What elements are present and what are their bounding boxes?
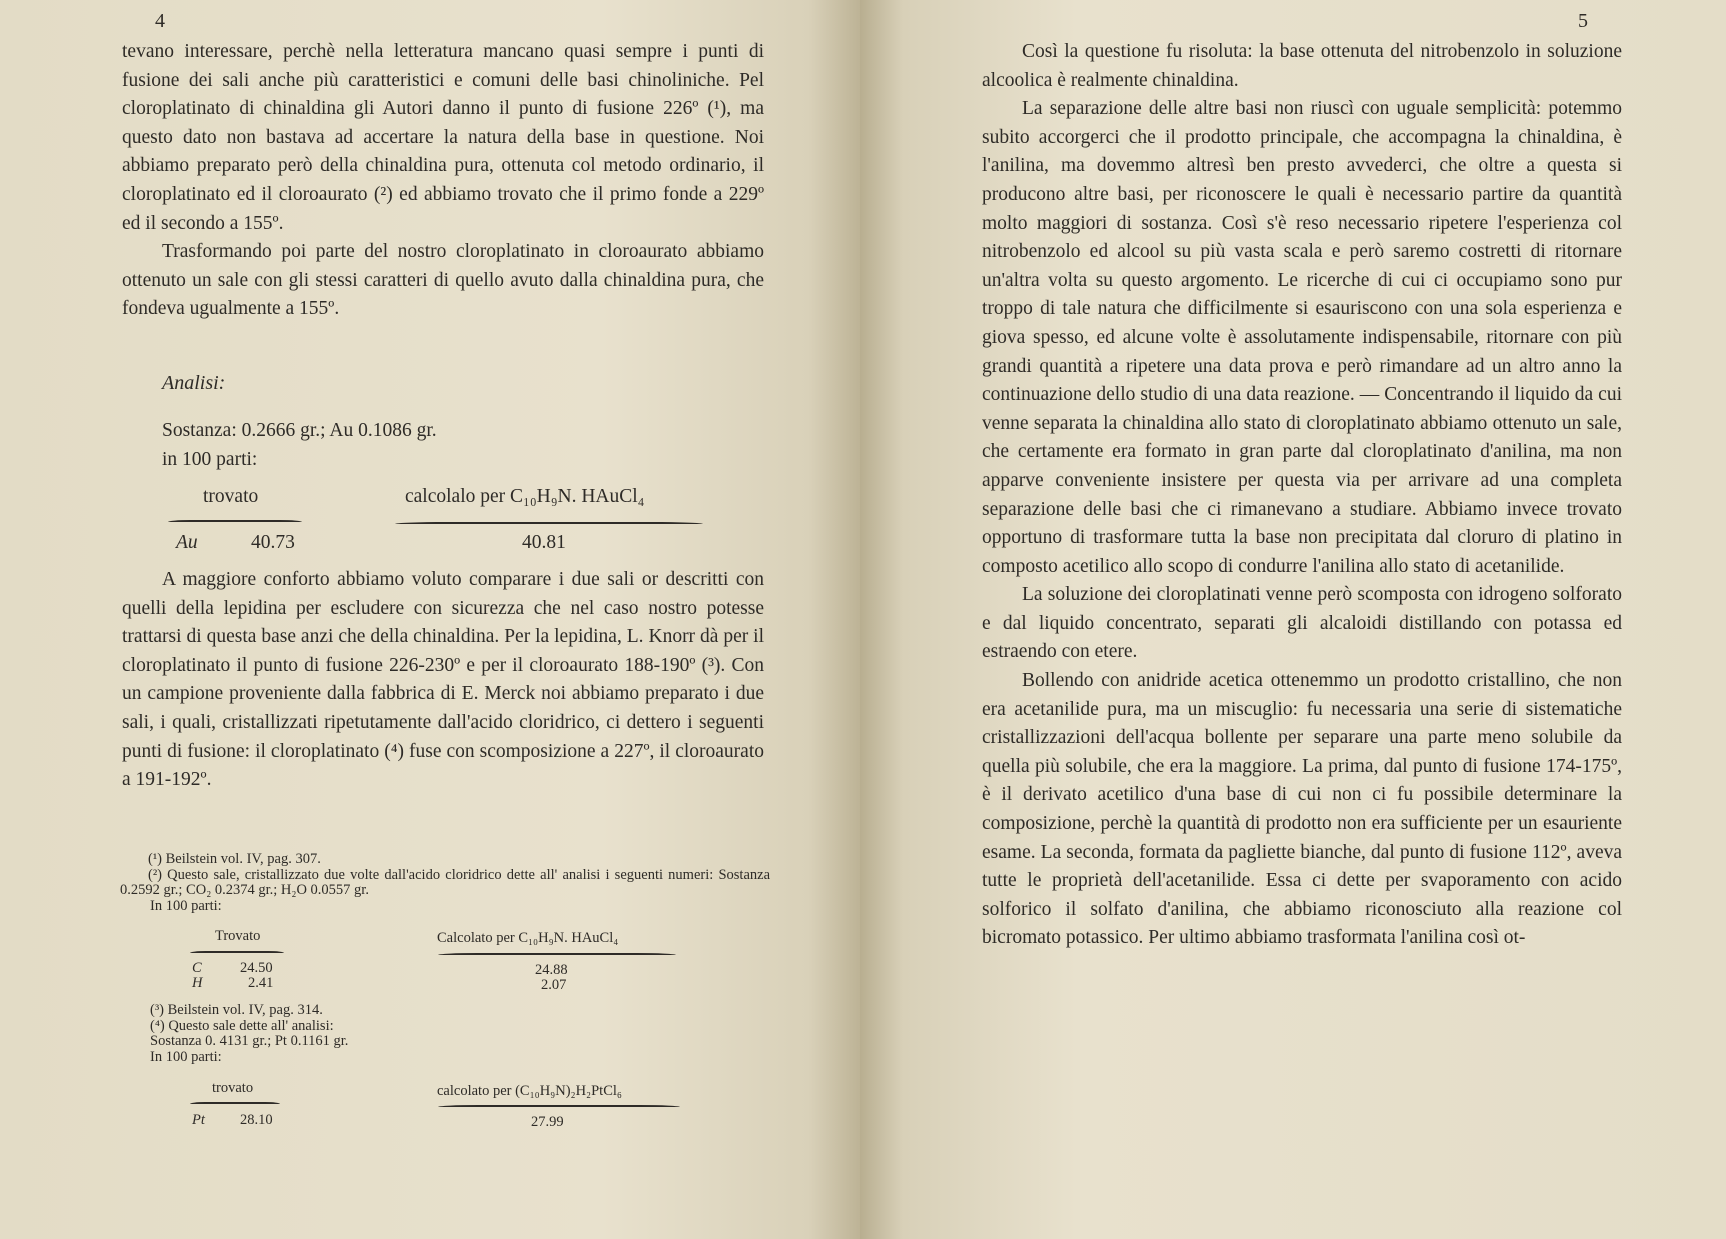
- fn-table-2-row-2-found: 2.41: [248, 975, 274, 991]
- parts-line: in 100 parti:: [162, 449, 258, 470]
- right-paragraph-1: Così la questione fu risoluta: la base ottenuta del nitrobenzolo in soluzione alcoolica è realmente chinaldina.: [982, 41, 1622, 91]
- fn-table-2-header-calc: Calcolato per C₁₀H₉N. HAuCl₄: [437, 930, 619, 946]
- left-paragraph-3: A maggiore conforto abbiamo voluto comparare i due sali or descritti con quelli della lepidina per escludere con sicurezza che nel caso nostro potesse trattarsi di questa base anzi che della chinaldina. Per la lepidina, L. Knorr dà per il cloroplatinato il punto di fusione 226-230º e per il cloroaurato 188-190º (³). Con un campione proveniente dalla fabbrica di E. Merck noi abbiamo preparato i due sali, i quali, cristallizzati ripetutamente dall'acido cloridrico, ci dettero i seguenti punti di fusione: il cloroplatinato (⁴) fuse con scomposizione a 227º, il cloroaurato a 191-192º.: [122, 569, 764, 791]
- sostanza-line: Sostanza: 0.2666 gr.; Au 0.1086 gr.: [162, 420, 437, 441]
- fn-table-3-header-calc: calcolato per (C₁₀H₉N)₂H₂PtCl₆: [437, 1083, 622, 1099]
- fn-table-2-row-2-calc: 2.07: [541, 977, 567, 993]
- footnote-4: (⁴) Questo sale dette all' analisi:: [150, 1017, 334, 1034]
- table-value-calc: 40.81: [522, 532, 566, 553]
- right-paragraph-3: La soluzione dei cloroplatinati venne però scomposta con idrogeno solforato e dal liquido concentrato, separati gli alcaloidi distillando con potassa ed estraendo con etere.: [982, 584, 1622, 663]
- table-header-found: trovato: [203, 486, 259, 507]
- footnote-4-sostanza: Sostanza 0. 4131 gr.; Pt 0.1161 gr.: [150, 1033, 349, 1049]
- footnote-block-2: [120, 1003, 770, 1065]
- table-brace-found: [168, 520, 302, 522]
- page-number-right: 5: [1578, 10, 1588, 32]
- footnote-1: (¹) Beilstein vol. IV, pag. 307.: [148, 851, 321, 867]
- fn-table-2-row-1-label: C: [192, 960, 202, 976]
- fn-table-2-brace-calc: [438, 953, 676, 955]
- left-paragraph-2: Trasformando poi parte del nostro cloroplatinato in cloroaurato abbiamo ottenuto un sale con gli stessi caratteri di quello avuto dalla chinaldina pura, che fondeva ugualmente a 155º.: [122, 241, 764, 320]
- fn-table-3-found: 28.10: [240, 1112, 273, 1128]
- left-paragraph-3-block: [122, 566, 764, 795]
- table-row-label: Au: [176, 532, 198, 553]
- right-page: [860, 0, 1726, 1239]
- footnote-2-parts: In 100 parti:: [150, 897, 222, 914]
- table-value-found: 40.73: [251, 532, 295, 553]
- left-paragraph-1: tevano interessare, perchè nella letteratura mancano quasi sempre i punti di fusione dei sali anche più caratteristici e comuni delle basi chinoliniche. Pel cloroplatinato di chinaldina gli Autori danno il punto di fusione 226º (¹), ma questo dato non bastava ad accertare la natura della base in questione. Noi abbiamo preparato però della chinaldina pura, ottenuta col metodo ordinario, il cloroplatinato ed il cloroaurato (²) ed abbiamo trovato che il primo fonde a 229º ed il secondo a 155º.: [122, 41, 764, 234]
- right-paragraph-2: La separazione delle altre basi non riuscì con uguale semplicità: potemmo subito accorgerci che il prodotto principale, che accompagna la chinaldina, è l'anilina, ma dovemmo altresì ben presto avvederci, che oltre a questa si producono altre basi, per riconoscere le quali è necessario partire da quantità molto maggiori di sostanza. Così s'è reso necessario ripetere l'esperienza col nitrobenzolo ed alcool su più vasta scala e però saremo costretti di ritornare un'altra volta su questo argomento. Le ricerche di cui ci occupiamo sono pur troppo di tale natura che difficilmente si esauriscono con una sola esperienza e giova spesso, ed alcune volte è assolutamente indispensabile, ritornare con più grandi quantità a ripetere una data prova e però rimandare ad un altro anno la continuazione dello studio di una data reazione. — Concentrando il liquido da cui venne separata la chinaldina allo stato di cloroplatinato abbiamo ottenuto un sale, che certamente era formato in gran parte dal cloroplatinato d'anilina, ma non apparve conveniente insistere per questa via per arrivare ad una completa separazione delle basi che ci rimanevano a studiare. Abbiamo invece trovato opportuno di trasformare tutta la base non precipitata dal cloruro di platino in composto acetilico allo scopo di condurre l'anilina allo stato di acetanilide.: [982, 98, 1622, 577]
- right-paragraph-4: Bollendo con anidride acetica ottenemmo un prodotto cristallino, che non era acetanilide pura, ma un miscuglio: fu necessaria una serie di sistematiche cristallizzazioni dell'acqua bollente per separare una parte meno solubile da quella più solubile, che era la maggiore. La prima, dal punto di fusione 174-175º, è il derivato acetilico d'una base di cui non ci fu possibile determinare la composizione, perchè la quantità di prodotto non era sufficiente per un esauriente esame. La seconda, formata da pagliette bianche, dal punto di fusione 112º, aveva tutte le proprietà dell'acetanilide. Essa ci dette per svaporamento con acido solforico il solfato d'anilina, che abbiamo riconosciuto alla reazione col bicromato potassico. Per ultimo abbiamo trasformata l'anilina così ot-: [982, 670, 1622, 949]
- fn-table-3-header-found: trovato: [212, 1080, 254, 1096]
- left-page: [0, 0, 860, 1239]
- fn-table-3-row-label: Pt: [192, 1112, 205, 1128]
- footnote-4-parts: In 100 parti:: [150, 1048, 222, 1065]
- fn-table-3-calc: 27.99: [531, 1114, 564, 1130]
- fn-table-2-row-1-found: 24.50: [240, 960, 273, 976]
- footnote-block-1: [120, 852, 770, 914]
- right-main-text: [982, 38, 1622, 953]
- left-main-text: [122, 38, 764, 324]
- fn-table-2-row-2-label: H: [192, 975, 203, 991]
- fn-table-2-brace-found: [190, 951, 284, 953]
- fn-table-2-row-1-calc: 24.88: [535, 962, 568, 978]
- fn-table-2-header-found: Trovato: [215, 928, 261, 944]
- page-number-left: 4: [155, 10, 165, 32]
- sostanza-block: [162, 416, 437, 474]
- fn-table-3-brace-calc: [438, 1105, 680, 1107]
- table-header-calc: calcolalo per C₁₀H₉N. HAuCl₄: [405, 486, 645, 507]
- table-brace-calc: [395, 522, 703, 524]
- footnote-3: (³) Beilstein vol. IV, pag. 314.: [150, 1002, 323, 1018]
- analisi-label: Analisi:: [162, 372, 226, 394]
- footnote-2: (²) Questo sale, cristallizzato due volte dall'acido cloridrico dette all' analisi i seguenti numeri: Sostanza 0.2592 gr.; CO₂ 0.2374 gr.; H₂O 0.0557 gr.: [120, 866, 770, 898]
- fn-table-3-brace-found: [190, 1102, 280, 1104]
